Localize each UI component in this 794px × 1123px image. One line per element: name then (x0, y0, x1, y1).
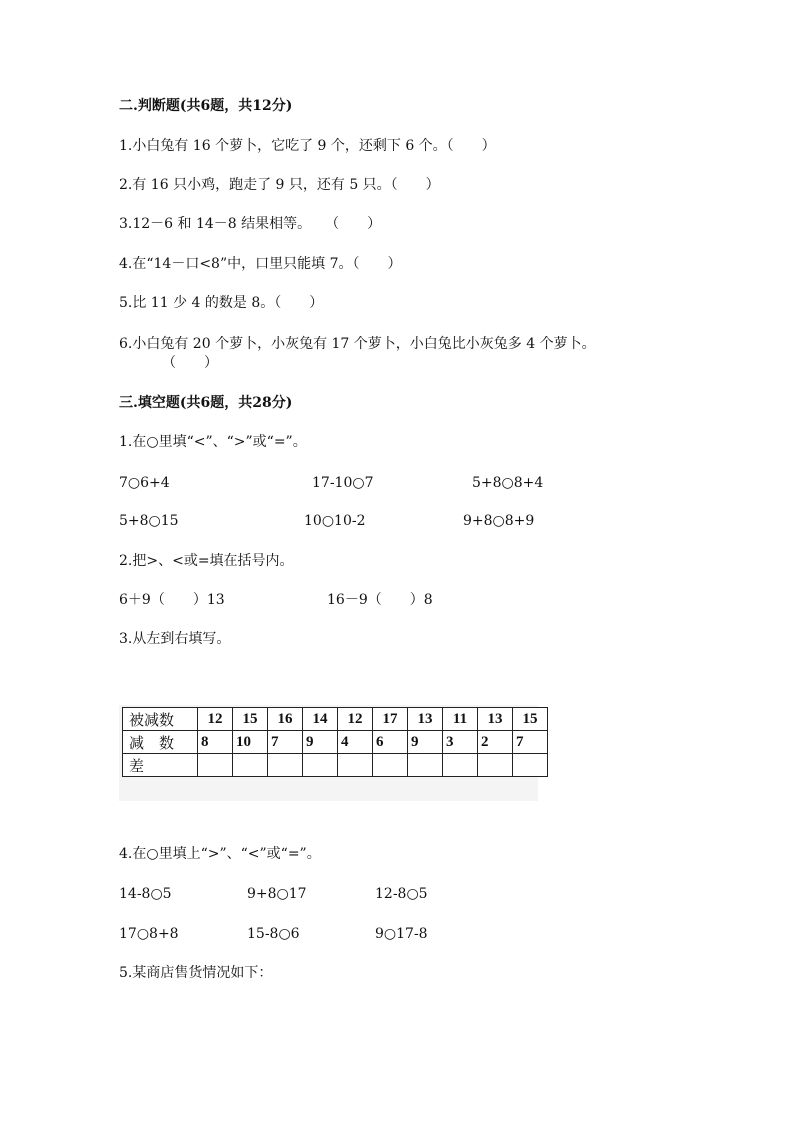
q1-expr-4: 5+8○15 (119, 513, 179, 529)
judge-item-6: 6.小白兔有 20 个萝卜，小灰兔有 17 个萝卜，小白兔比小灰兔多 4 个萝卜。 (119, 336, 596, 352)
minuend-cell: 13 (408, 708, 443, 731)
q2-item-1: 6＋9（ ）13 (119, 592, 225, 608)
q4-expr-1: 14-8○5 (119, 886, 172, 902)
difference-cell[interactable] (233, 754, 268, 777)
subtrahend-cell: 6 (373, 731, 408, 754)
q2-item-2: 16－9（ ）8 (327, 592, 433, 608)
subtrahend-cell: 9 (303, 731, 338, 754)
q1-expr-5: 10○10-2 (304, 513, 366, 529)
difference-cell[interactable] (268, 754, 303, 777)
judge-item-2: 2.有 16 只小鸡，跑走了 9 只，还有 5 只。（ ） (119, 177, 440, 193)
difference-cell[interactable] (198, 754, 233, 777)
q1-expr-3: 5+8○8+4 (472, 475, 544, 491)
difference-cell[interactable] (513, 754, 548, 777)
difference-label: 差 (123, 754, 198, 777)
q4-expr-4: 17○8+8 (119, 926, 179, 942)
minuend-cell: 17 (373, 708, 408, 731)
difference-cell[interactable] (303, 754, 338, 777)
q4-expr-2: 9+8○17 (247, 886, 307, 902)
difference-cell[interactable] (443, 754, 478, 777)
q4-expr-5: 15-8○6 (247, 926, 300, 942)
fill-q1-prompt: 1.在○里填“<”、“>”或“=”。 (119, 434, 307, 450)
subtrahend-cell: 7 (268, 731, 303, 754)
q4-expr-6: 9○17-8 (375, 926, 428, 942)
minuend-label: 被减数 (123, 708, 198, 731)
section3-heading: 三.填空题(共6题，共28分) (119, 395, 293, 411)
subtrahend-cell: 10 (233, 731, 268, 754)
judge-item-4: 4.在“14－口<8”中，口里只能填 7。（ ） (119, 256, 402, 272)
minuend-cell: 15 (513, 708, 548, 731)
q1-expr-2: 17-10○7 (312, 475, 374, 491)
subtrahend-cell: 9 (408, 731, 443, 754)
q4-expr-3: 12-8○5 (375, 886, 428, 902)
table-row-minuend (123, 708, 548, 731)
difference-cell[interactable] (338, 754, 373, 777)
minuend-cell: 13 (478, 708, 513, 731)
minuend-cell: 12 (338, 708, 373, 731)
subtrahend-label: 减 数 (123, 731, 198, 754)
difference-cell[interactable] (478, 754, 513, 777)
section2-heading: 二.判断题(共6题，共12分) (119, 98, 293, 114)
subtrahend-cell: 2 (478, 731, 513, 754)
minuend-cell: 16 (268, 708, 303, 731)
fill-q2-prompt: 2.把>、<或=填在括号内。 (119, 553, 294, 569)
minuend-cell: 14 (303, 708, 338, 731)
judge-item-5: 5.比 11 少 4 的数是 8。（ ） (119, 295, 324, 311)
fill-q5-prompt: 5.某商店售货情况如下： (119, 965, 273, 981)
difference-cell[interactable] (408, 754, 443, 777)
subtrahend-cell: 7 (513, 731, 548, 754)
judge-item-1: 1.小白兔有 16 个萝卜，它吃了 9 个，还剩下 6 个。（ ） (119, 138, 496, 154)
fill-q3-prompt: 3.从左到右填写。 (119, 631, 231, 647)
judge-item-6-bracket: （ ） (162, 355, 218, 371)
q1-expr-1: 7○6+4 (119, 475, 170, 491)
table-row-difference (123, 754, 548, 777)
fill-q4-prompt: 4.在○里填上“>”、“<”或“=”。 (119, 846, 321, 862)
subtrahend-cell: 4 (338, 731, 373, 754)
difference-cell[interactable] (373, 754, 408, 777)
minuend-cell: 15 (233, 708, 268, 731)
judge-item-3: 3.12－6 和 14－8 结果相等。 （ ） (119, 216, 382, 232)
minuend-cell: 11 (443, 708, 478, 731)
minuend-cell: 12 (198, 708, 233, 731)
table-row-subtrahend (123, 731, 548, 754)
subtrahend-cell: 8 (198, 731, 233, 754)
q1-expr-6: 9+8○8+9 (463, 513, 535, 529)
subtraction-table (122, 707, 548, 777)
subtrahend-cell: 3 (443, 731, 478, 754)
